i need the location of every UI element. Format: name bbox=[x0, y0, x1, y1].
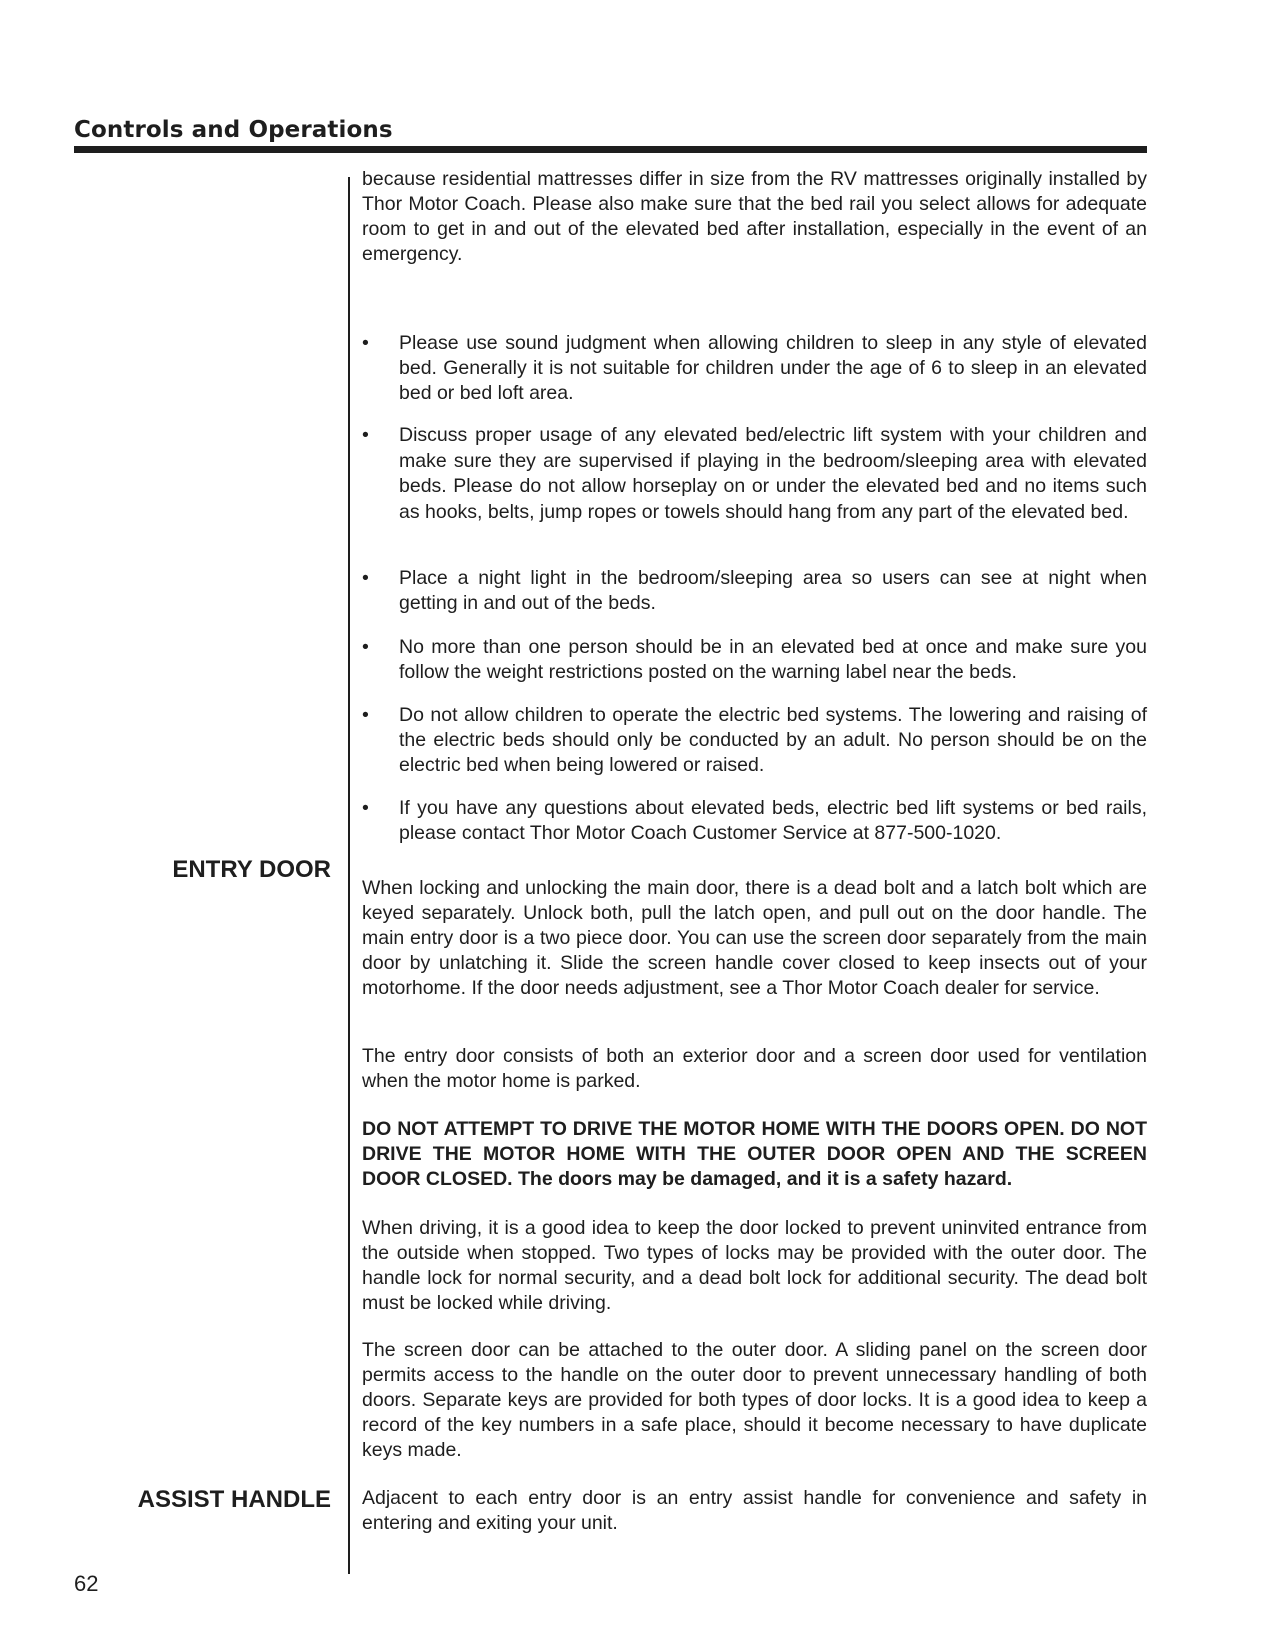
section-heading-assist-handle: ASSIST HANDLE bbox=[137, 1486, 331, 1513]
section-heading-entry-door: ENTRY DOOR bbox=[172, 856, 331, 883]
bullet-item: Place a night light in the bedroom/sleeping area so users can see at night when getting in and out of the beds. bbox=[399, 567, 1147, 614]
bullet-item: Discuss proper usage of any elevated bed/electric lift system with your children and make sure they are supervised if playing in the bedroom/sleeping area with elevated beds. Please do not allow horseplay on or under the elevated bed and no items such as hooks, belts, jump ropes or towels should hang from any part of the elevated bed. bbox=[399, 424, 1147, 523]
page-number: 62 bbox=[74, 1571, 99, 1596]
entry-door-paragraph: The screen door can be attached to the outer door. A sliding panel on the screen door permits access to the handle on the outer door to prevent unnecessary handling of both doors. Separate keys are provided for both types of door locks. It is a good idea to keep a record of the key numbers in a safe place, should it become necessary to have duplicate keys made. bbox=[362, 1339, 1147, 1461]
bullet-symbol: • bbox=[362, 636, 369, 658]
bullet-symbol: • bbox=[362, 797, 369, 819]
bullet-symbol: • bbox=[362, 567, 369, 589]
entry-door-paragraph: When driving, it is a good idea to keep the door locked to prevent uninvited entrance from the outside when stopped. Two types of locks may be provided with the outer door. The handle lock for normal security, and a dead bolt lock for additional security. The dead bolt must be locked while driving. bbox=[362, 1217, 1147, 1314]
entry-door-paragraph: When locking and unlocking the main door, there is a dead bolt and a latch bolt which are keyed separately. Unlock both, pull the latch open, and pull out on the door handle. The main entry door is a two piece door. You can use the screen door separately from the main door by unlatching it. Slide the screen handle cover closed to keep insects out of your motorhome. If the door needs adjustment, see a Thor Motor Coach dealer for service. bbox=[362, 877, 1147, 999]
column-divider bbox=[348, 177, 350, 1574]
entry-door-paragraph: The entry door consists of both an exterior door and a screen door used for ventilation when the motor home is parked. bbox=[362, 1045, 1147, 1092]
bullet-item: If you have any questions about elevated beds, electric bed lift systems or bed rails, please contact Thor Motor Coach Customer Service at 877-500-1020. bbox=[399, 797, 1147, 844]
intro-paragraph: because residential mattresses differ in size from the RV mattresses originally installed by Thor Motor Coach. Please also make sure that the bed rail you select allows for adequate room to get in and out of the elevated bed after installation, especially in the event of an emergency. bbox=[362, 168, 1147, 265]
assist-handle-paragraph: Adjacent to each entry door is an entry assist handle for convenience and safety in entering and exiting your unit. bbox=[362, 1487, 1147, 1534]
bullet-item: No more than one person should be in an elevated bed at once and make sure you follow the weight restrictions posted on the warning label near the beds. bbox=[399, 636, 1147, 683]
bullet-item: Do not allow children to operate the electric bed systems. The lowering and raising of the electric beds should only be conducted by an adult. No person should be on the electric bed when being lowered or raised. bbox=[399, 704, 1147, 776]
entry-door-warning: DO NOT ATTEMPT TO DRIVE THE MOTOR HOME WITH THE DOORS OPEN. DO NOT DRIVE THE MOTOR HOME WITH THE OUTER DOOR OPEN AND THE SCREEN DOOR CLOSED. The doors may be damaged, and it is a safety hazard. bbox=[362, 1118, 1147, 1190]
bullet-symbol: • bbox=[362, 332, 369, 354]
header-rule bbox=[74, 146, 1147, 153]
page-header-title: Controls and Operations bbox=[74, 117, 393, 143]
bullet-symbol: • bbox=[362, 704, 369, 726]
bullet-item: Please use sound judgment when allowing children to sleep in any style of elevated bed. Generally it is not suitable for children under the age of 6 to sleep in an elevated bed or bed loft area. bbox=[399, 332, 1147, 404]
bullet-symbol: • bbox=[362, 424, 369, 446]
